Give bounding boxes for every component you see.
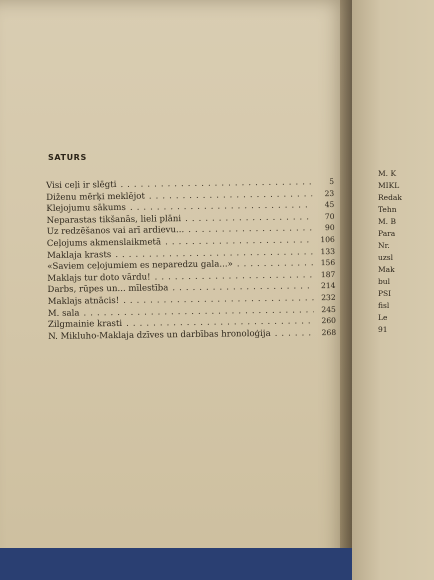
right-page-line: uzsl: [378, 253, 394, 262]
right-page-line: M. B: [378, 217, 396, 226]
right-page-line: fisl: [378, 301, 390, 310]
right-page-text: [378, 168, 434, 336]
right-page-line: Redak: [378, 193, 402, 202]
toc-leader-dots: [126, 316, 314, 329]
toc-title: Ceļojums akmenslaikmetā: [46, 237, 162, 249]
toc-title: Darbs, rūpes un... mīlestība: [47, 283, 169, 296]
toc-leader-dots: [165, 235, 313, 247]
toc-page-number: 268: [321, 327, 337, 337]
right-page-line: PSI: [378, 289, 392, 298]
right-page-line: bul: [378, 277, 391, 286]
background-cloth: [0, 548, 352, 580]
toc-leader-dots: [155, 270, 314, 282]
right-page-line: Nr.: [378, 241, 390, 250]
right-page-line: Le: [378, 313, 388, 322]
toc-page-number: 187: [320, 269, 336, 279]
toc-page-number: 23: [324, 188, 335, 198]
toc-title: Neparastas tikšanās, lieli plāni: [46, 213, 182, 226]
toc-title: Visi ceļi ir slēgti: [46, 180, 117, 191]
toc-page-number: 260: [321, 316, 337, 326]
toc-page-number: 90: [324, 223, 335, 233]
toc-page-number: 106: [320, 234, 335, 245]
toc-page-number: 245: [321, 304, 336, 314]
toc-title: Maklajs tur doto vārdu!: [47, 272, 151, 284]
table-of-contents: [46, 177, 336, 343]
toc-leader-dots: [185, 212, 313, 224]
toc-title: Diženu mērķi meklējot: [46, 191, 145, 203]
right-page-line: MIKL: [378, 181, 400, 190]
right-page-line: M. K: [378, 169, 397, 178]
toc-page-number: 133: [320, 246, 336, 256]
toc-leader-dots: [237, 258, 313, 269]
toc-title: M. sala: [47, 308, 80, 319]
toc-leader-dots: [115, 247, 313, 260]
right-page-line: Mak: [378, 265, 395, 274]
toc-title: Maklaja krasts: [46, 249, 112, 261]
toc-leader-dots: [120, 177, 312, 190]
toc-page-number: 70: [324, 211, 335, 221]
toc-page-number: 232: [321, 292, 336, 303]
toc-title: Uz redzēšanos vai arī ardievu...: [46, 225, 185, 238]
toc-title: Maklajs atnācis!: [47, 295, 120, 307]
toc-leader-dots: [130, 200, 313, 213]
toc-page-number: 156: [320, 258, 336, 268]
toc-leader-dots: [188, 224, 313, 236]
toc-title: N. Mikluho-Maklaja dzīves un darbības hronoloģija: [48, 328, 271, 342]
toc-leader-dots: [275, 328, 315, 339]
toc-leader-dots: [172, 282, 313, 294]
toc-title: Zilgmainie krasti: [47, 319, 123, 331]
right-page-line: Tehn: [378, 205, 397, 214]
toc-page-number: 5: [329, 176, 335, 187]
right-page-line: 91: [378, 325, 388, 334]
toc-leader-dots: [149, 189, 312, 201]
toc-title: «Saviem ceļojumiem es neparedzu gala...»: [47, 259, 233, 273]
toc-page-number: 214: [320, 281, 336, 291]
right-page-line: Para: [378, 229, 396, 238]
toc-heading: SATURS: [48, 153, 87, 162]
toc-leader-dots: [123, 293, 314, 306]
toc-title: Klejojumu sākums: [46, 203, 127, 215]
toc-page-number: 45: [324, 200, 335, 210]
